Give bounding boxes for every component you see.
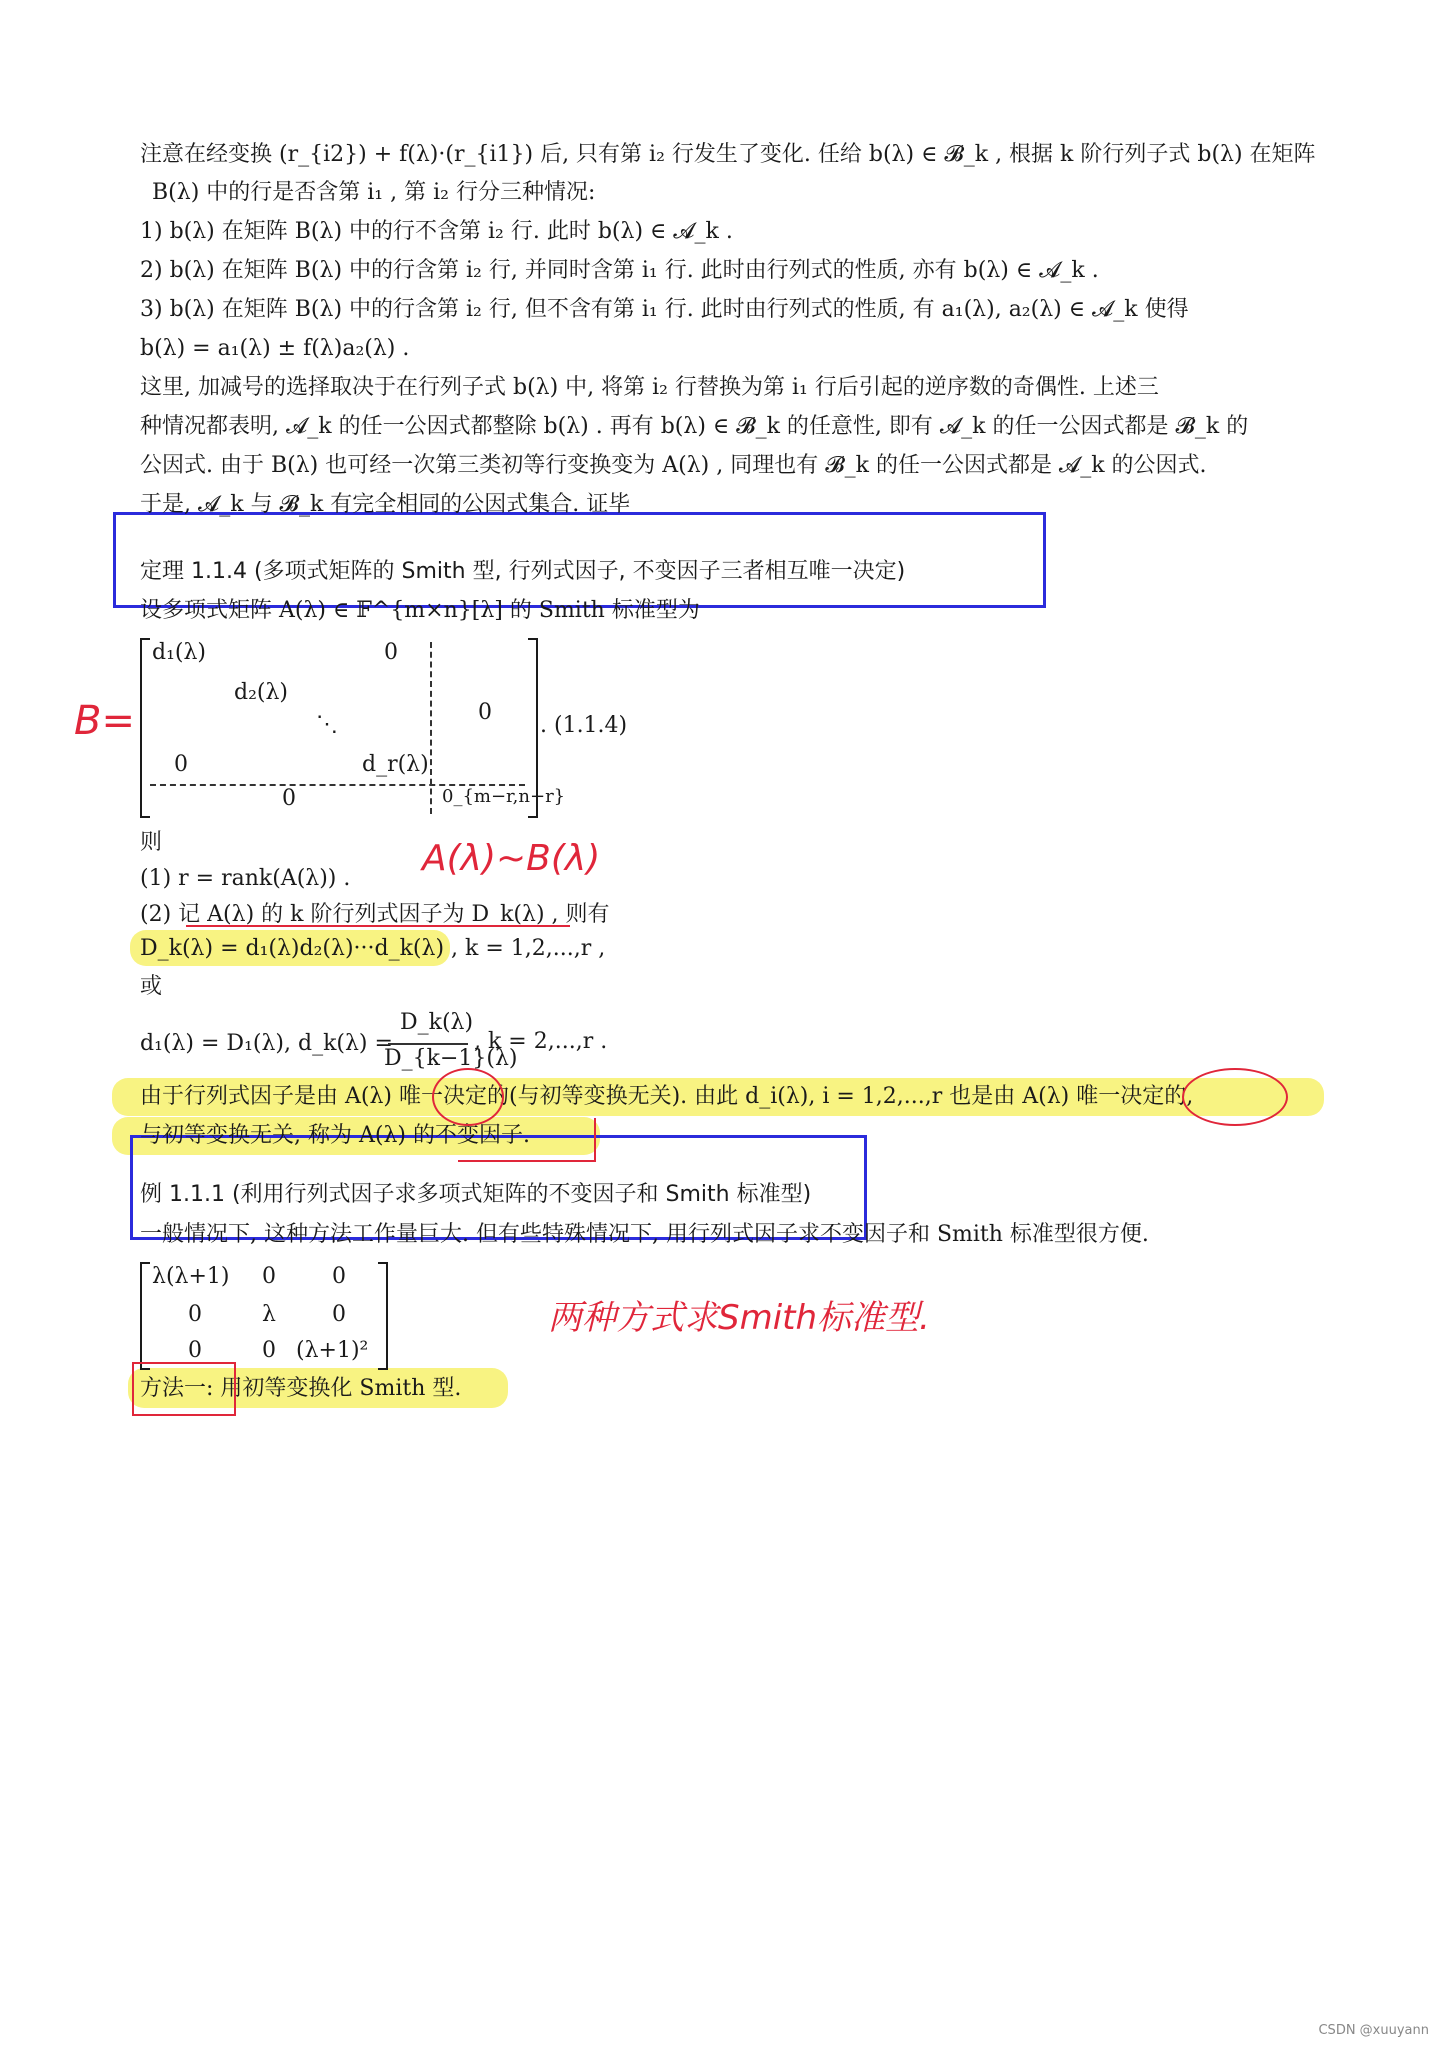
case-2: 2) b(λ) 在矩阵 B(λ) 中的行含第 i₂ 行, 并同时含第 i₁ 行. 此时由行列式的性质, 亦有 b(λ) ∈ 𝓐_k . bbox=[140, 258, 1099, 283]
matrix-entry: 0 bbox=[174, 752, 188, 777]
ex-matrix-left-bracket bbox=[140, 1262, 150, 1370]
paragraph-line: 这里, 加减号的选择取决于在行列子式 b(λ) 中, 将第 i₂ 行替换为第 i₁ 行后引起的逆序数的奇偶性. 上述三 bbox=[140, 375, 1159, 400]
ex-matrix-entry: 0 bbox=[262, 1264, 276, 1289]
ex-matrix-entry: 0 bbox=[188, 1302, 202, 1327]
example-title: 例 1.1.1 (利用行列式因子求多项式矩阵的不变因子和 Smith 标准型) bbox=[140, 1182, 812, 1207]
fraction-denominator: D_{k−1}(λ) bbox=[384, 1046, 518, 1071]
dk-formula: D_k(λ) = d₁(λ)d₂(λ)···d_k(λ) , k = 1,2,...,r , bbox=[140, 936, 606, 961]
ink-box bbox=[458, 1118, 596, 1162]
dk-ratio-lhs: d₁(λ) = D₁(λ), d_k(λ) = bbox=[140, 1031, 393, 1056]
case-3-formula: b(λ) = a₁(λ) ± f(λ)a₂(λ) . bbox=[140, 336, 410, 361]
result-1: (1) r = rank(A(λ)) . bbox=[140, 866, 351, 891]
then-label: 则 bbox=[140, 830, 163, 855]
paragraph-line: 注意在经变换 (r_{i2}) + f(λ)·(r_{i1}) 后, 只有第 i₂ 行发生了变化. 任给 b(λ) ∈ 𝓑_k , 根据 k 阶行列子式 b(λ) 在矩阵 bbox=[140, 142, 1316, 167]
matrix-entry: 0 bbox=[478, 700, 492, 725]
paragraph-line: B(λ) 中的行是否含第 i₁ , 第 i₂ 行分三种情况: bbox=[152, 180, 596, 205]
paragraph-line: 种情况都表明, 𝓐_k 的任一公因式都整除 b(λ) . 再有 b(λ) ∈ 𝓑_k 的任意性, 即有 𝓐_k 的任一公因式都是 𝓑_k 的 bbox=[140, 414, 1249, 439]
example-text: 一般情况下, 这种方法工作量巨大. 但有些特殊情况下, 用行列式因子求不变因子和 Smith 标准型很方便. bbox=[140, 1222, 1149, 1247]
ink-underline bbox=[186, 925, 570, 927]
theorem-title: 定理 1.1.4 (多项式矩阵的 Smith 型, 行列式因子, 不变因子三者相互唯一决定) bbox=[140, 559, 906, 584]
matrix-divider-v bbox=[430, 642, 432, 814]
ex-matrix-entry: 0 bbox=[188, 1338, 202, 1363]
dk-ratio-rhs: , k = 2,...,r . bbox=[474, 1029, 608, 1054]
method-one: 方法一: 用初等变换化 Smith 型. bbox=[140, 1376, 462, 1401]
matrix-entry: d_r(λ) bbox=[362, 752, 429, 777]
watermark: CSDN @xuuyann bbox=[1318, 2023, 1429, 2038]
ex-matrix-entry: (λ+1)² bbox=[296, 1338, 369, 1363]
case-1: 1) b(λ) 在矩阵 B(λ) 中的行不含第 i₂ 行. 此时 b(λ) ∈ 𝓐_k . bbox=[140, 219, 733, 244]
fraction-numerator: D_k(λ) bbox=[400, 1010, 474, 1035]
paragraph-line: 公因式. 由于 B(λ) 也可经一次第三类初等行变换变为 A(λ) , 同理也有 𝓑_k 的任一公因式都是 𝓐_k 的公因式. bbox=[140, 453, 1207, 478]
handwritten-equivalence: A(λ)~B(λ) bbox=[422, 838, 601, 879]
ink-box bbox=[132, 1362, 236, 1416]
matrix-entry: d₂(λ) bbox=[234, 680, 289, 705]
matrix-entry: d₁(λ) bbox=[152, 640, 207, 665]
ink-circle bbox=[1182, 1068, 1288, 1126]
handwritten-note: 两种方式求Smith标准型. bbox=[548, 1298, 930, 1338]
matrix-entry: 0 bbox=[384, 640, 398, 665]
ex-matrix-entry: λ bbox=[262, 1302, 276, 1327]
ex-matrix-entry: λ(λ+1) bbox=[152, 1264, 230, 1289]
matrix-entry: 0 bbox=[282, 786, 296, 811]
paragraph-line: 于是, 𝓐_k 与 𝓑_k 有完全相同的公因式集合. 证毕 bbox=[140, 492, 631, 517]
fraction-bar bbox=[388, 1043, 468, 1045]
ex-matrix-entry: 0 bbox=[332, 1264, 346, 1289]
paragraph-line: 与初等变换无关, 称为 A(λ) 的不变因子. bbox=[140, 1123, 530, 1148]
matrix-entry: 0_{m−r,n−r} bbox=[442, 786, 566, 807]
or-label: 或 bbox=[140, 974, 163, 999]
ex-matrix-entry: 0 bbox=[332, 1302, 346, 1327]
matrix-left-bracket bbox=[140, 638, 150, 818]
case-3: 3) b(λ) 在矩阵 B(λ) 中的行含第 i₂ 行, 但不含有第 i₁ 行. 此时由行列式的性质, 有 a₁(λ), a₂(λ) ∈ 𝓐_k 使得 bbox=[140, 297, 1189, 322]
result-2: (2) 记 A(λ) 的 k 阶行列式因子为 D_k(λ) , 则有 bbox=[140, 902, 610, 927]
matrix-entry: ⋱ bbox=[316, 712, 338, 737]
ex-matrix-right-bracket bbox=[378, 1262, 388, 1370]
paragraph-line: 由于行列式因子是由 A(λ) 唯一决定的(与初等变换无关). 由此 d_i(λ), i = 1,2,...,r 也是由 A(λ) 唯一决定的, bbox=[140, 1084, 1194, 1109]
equation-number: . (1.1.4) bbox=[540, 713, 628, 738]
theorem-statement: 设多项式矩阵 A(λ) ∈ 𝔽^{m×n}[λ] 的 Smith 标准型为 bbox=[140, 598, 700, 623]
handwritten-b-eq: B= bbox=[74, 698, 135, 744]
ex-matrix-entry: 0 bbox=[262, 1338, 276, 1363]
